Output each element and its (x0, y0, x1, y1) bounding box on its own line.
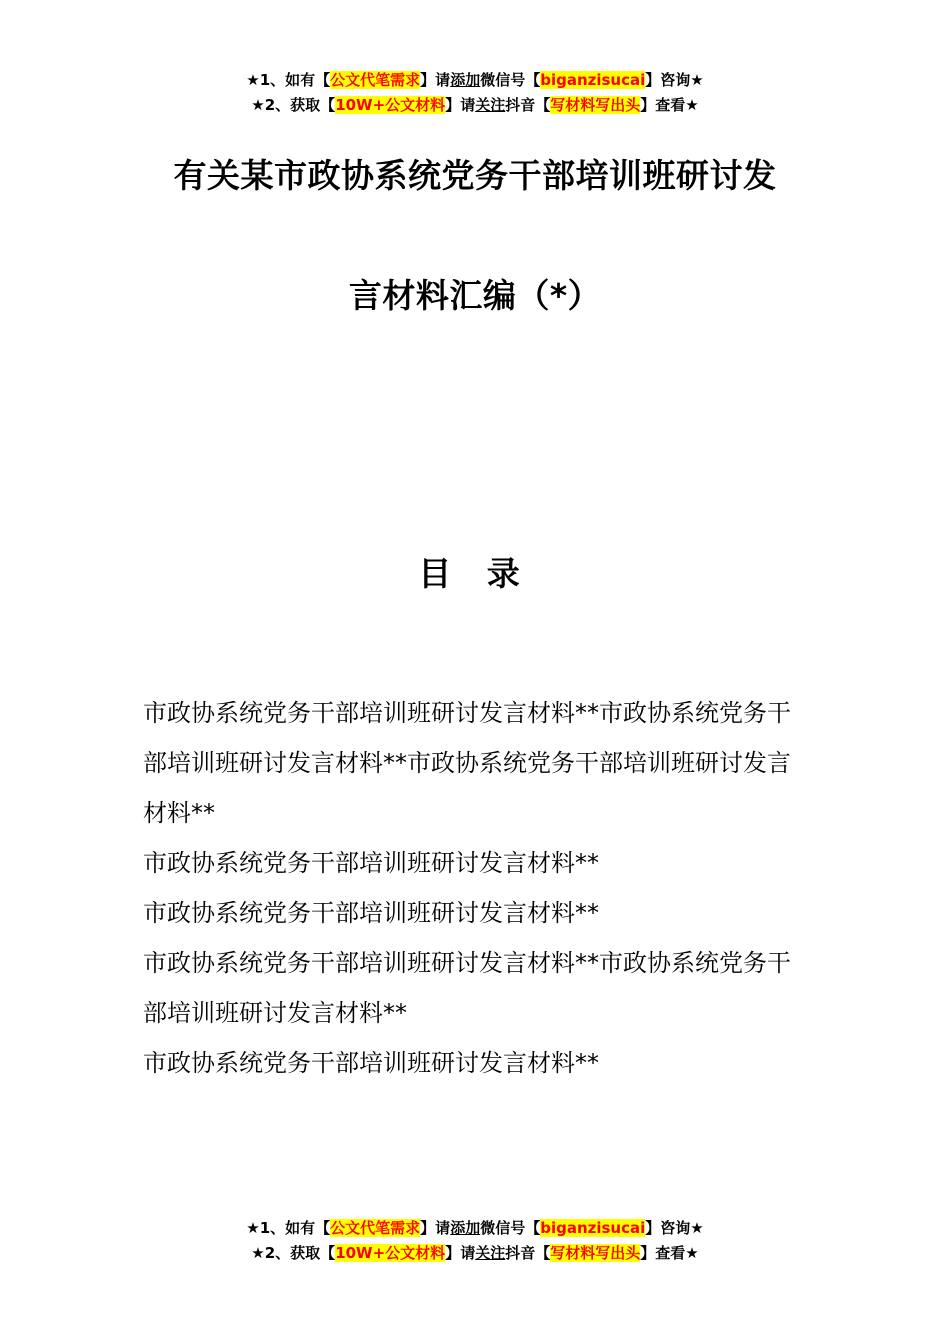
promo-highlight-materials: 10W+公文材料 (335, 96, 446, 114)
promo-underlined-follow: 关注 (475, 96, 506, 114)
promo-line-1-mid1: 】请 (420, 1219, 451, 1237)
promo-highlight-writing-service: 公文代笔需求 (330, 1219, 421, 1237)
promo-line-2-mid1: 】请 (445, 96, 476, 114)
promo-line-2-mid2: 抖音【 (505, 96, 551, 114)
promo-line-1-prefix: ★1、如有【 (246, 1219, 331, 1237)
document-title-line-2: 言材料汇编（*） (348, 276, 602, 315)
promo-line-2-prefix: ★2、获取【 (251, 96, 336, 114)
promo-line-1 (0, 1216, 950, 1241)
promo-highlight-douyin-account: 写材料写出头 (550, 96, 641, 114)
promo-line-2-suffix: 】查看★ (640, 1244, 699, 1262)
toc-item: 市政协系统党务干部培训班研讨发言材料**市政协系统党务干部培训班研讨发言材料** (143, 949, 791, 1027)
promo-line-2-prefix: ★2、获取【 (251, 1244, 336, 1262)
promo-highlight-wechat-id: biganzisucai (540, 71, 646, 89)
toc-heading: 目 录 (418, 554, 532, 593)
promo-line-2 (0, 93, 950, 118)
promo-line-1-mid2: 微信号【 (480, 71, 541, 89)
toc-item: 市政协系统党务干部培训班研讨发言材料**市政协系统党务干部培训班研讨发言材料**市政协系统党务干部培训班研讨发言材料** (143, 699, 791, 827)
promo-line-2 (0, 1241, 950, 1266)
toc-item: 市政协系统党务干部培训班研讨发言材料** (143, 849, 599, 877)
promo-highlight-materials: 10W+公文材料 (335, 1244, 446, 1262)
promo-highlight-writing-service: 公文代笔需求 (330, 71, 421, 89)
toc-item: 市政协系统党务干部培训班研讨发言材料** (143, 899, 599, 927)
promo-underlined-add: 添加 (450, 71, 481, 89)
promo-highlight-douyin-account: 写材料写出头 (550, 1244, 641, 1262)
promo-footer (0, 1216, 950, 1266)
promo-line-1-prefix: ★1、如有【 (246, 71, 331, 89)
document-title-line-1: 有关某市政协系统党务干部培训班研讨发 (173, 156, 777, 195)
promo-underlined-add: 添加 (450, 1219, 481, 1237)
promo-line-2-mid2: 抖音【 (505, 1244, 551, 1262)
promo-line-2-suffix: 】查看★ (640, 96, 699, 114)
promo-line-1-suffix: 】咨询★ (645, 1219, 704, 1237)
promo-line-1-mid1: 】请 (420, 71, 451, 89)
promo-underlined-follow: 关注 (475, 1244, 506, 1262)
toc-item: 市政协系统党务干部培训班研讨发言材料** (143, 1049, 599, 1077)
promo-highlight-wechat-id: biganzisucai (540, 1219, 646, 1237)
toc-list (143, 688, 811, 1088)
promo-line-1-mid2: 微信号【 (480, 1219, 541, 1237)
promo-line-1 (0, 68, 950, 93)
promo-header (0, 68, 950, 118)
promo-line-1-suffix: 】咨询★ (645, 71, 704, 89)
promo-line-2-mid1: 】请 (445, 1244, 476, 1262)
